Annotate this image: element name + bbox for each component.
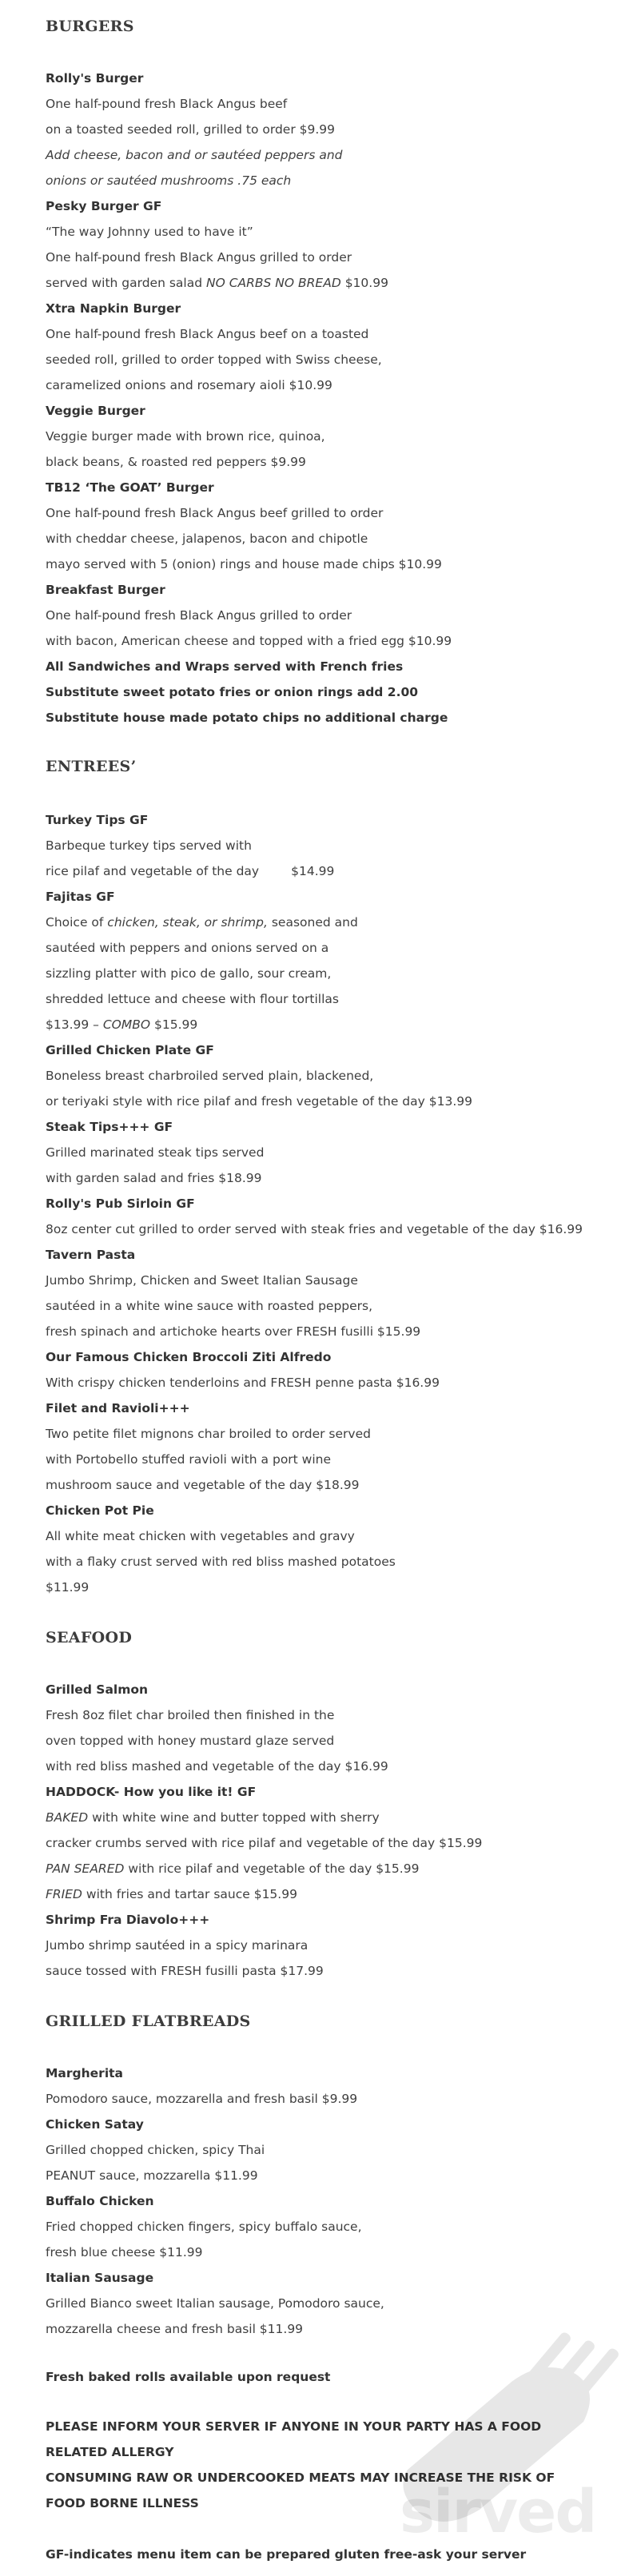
item-desc-line	[46, 914, 358, 930]
item-name: Steak Tips+++ GF	[46, 1120, 173, 1134]
item-price: $13.99 –	[46, 1017, 103, 1032]
item-desc: fresh blue cheese $11.99	[46, 2245, 203, 2259]
item-desc: One half-pound fresh Black Angus grilled to order	[46, 608, 352, 623]
item-desc: One half-pound fresh Black Angus grilled to order	[46, 250, 352, 265]
item-desc: Boneless breast charbroiled served plain, blackened,	[46, 1069, 374, 1083]
item-desc: with fries and tartar sauce $15.99	[82, 1887, 297, 1901]
item-desc: with a flaky crust served with red bliss mashed potatoes	[46, 1555, 396, 1569]
item-price: $14.99	[291, 864, 335, 878]
item-name: HADDOCK- How you like it! GF	[46, 1785, 257, 1799]
item-name: Filet and Ravioli+++	[46, 1401, 190, 1415]
item-price-line	[46, 1017, 197, 1033]
item-desc: 8oz center cut grilled to order served with steak fries and vegetable of the day $16.99	[46, 1222, 583, 1236]
item-desc-line	[46, 1861, 419, 1877]
item-desc: PEANUT sauce, mozzarella $11.99	[46, 2168, 258, 2183]
item-desc: Grilled marinated steak tips served	[46, 1145, 265, 1160]
item-desc: served with garden salad	[46, 276, 206, 290]
item-desc: mozzarella cheese and fresh basil $11.99	[46, 2322, 304, 2336]
item-desc: caramelized onions and rosemary aioli $10.99	[46, 378, 332, 392]
item-price: $10.99	[340, 276, 388, 290]
item-desc: mushroom sauce and vegetable of the day $18.99	[46, 1478, 360, 1492]
item-desc: Jumbo Shrimp, Chicken and Sweet Italian Sausage	[46, 1273, 358, 1288]
item-note-italic: chicken, steak, or shrimp,	[107, 915, 268, 930]
item-desc: sautéed in a white wine sauce with roasted peppers,	[46, 1299, 373, 1313]
item-desc-line	[46, 275, 388, 291]
item-desc: One half-pound fresh Black Angus beef on a toasted	[46, 327, 369, 341]
item-name: Chicken Pot Pie	[46, 1503, 154, 1518]
item-desc: with white wine and butter topped with sherry	[88, 1810, 380, 1825]
item-name: Turkey Tips GF	[46, 813, 149, 827]
item-desc-line	[46, 1886, 297, 1902]
allergy-warning: RELATED ALLERGY	[46, 2445, 174, 2459]
item-price: $11.99	[46, 1580, 90, 1595]
item-note: Add cheese, bacon and or sautéed peppers and	[46, 148, 343, 162]
item-desc: Fried chopped chicken fingers, spicy buffalo sauce,	[46, 2220, 362, 2234]
item-desc: black beans, & roasted red peppers $9.99	[46, 455, 306, 469]
item-desc: Jumbo shrimp sautéed in a spicy marinara	[46, 1938, 309, 1953]
item-desc: on a toasted seeded roll, grilled to order $9.99	[46, 122, 335, 137]
item-desc: sautéed with peppers and onions served on a	[46, 941, 329, 955]
item-note-italic: PAN SEARED	[46, 1861, 125, 1876]
item-desc-line	[46, 1810, 380, 1825]
item-name: Xtra Napkin Burger	[46, 301, 181, 316]
item-name: Chicken Satay	[46, 2117, 144, 2132]
item-desc: Two petite filet mignons char broiled to order served	[46, 1427, 371, 1441]
item-desc: One half-pound fresh Black Angus beef	[46, 97, 288, 111]
item-desc: fresh spinach and artichoke hearts over FRESH fusilli $15.99	[46, 1324, 421, 1339]
item-name: Veggie Burger	[46, 404, 145, 418]
item-desc: with red bliss mashed and vegetable of the day $16.99	[46, 1759, 388, 1774]
allergy-warning: PLEASE INFORM YOUR SERVER IF ANYONE IN YOUR PARTY HAS A FOOD	[46, 2419, 542, 2434]
item-desc: Choice of	[46, 915, 108, 930]
item-name: Our Famous Chicken Broccoli Ziti Alfredo	[46, 1350, 332, 1364]
item-desc: seasoned and	[267, 915, 358, 930]
raw-meat-warning: CONSUMING RAW OR UNDERCOOKED MEATS MAY INCREASE THE RISK OF	[46, 2470, 555, 2485]
section-title-entrees: ENTREES’	[46, 758, 137, 775]
item-desc: “The way Johnny used to have it”	[46, 225, 253, 239]
item-note-italic: BAKED	[46, 1810, 89, 1825]
item-name: Grilled Chicken Plate GF	[46, 1043, 214, 1057]
item-desc: oven topped with honey mustard glaze served	[46, 1734, 335, 1748]
item-price: $15.99	[150, 1017, 198, 1032]
gf-legend: GF-indicates menu item can be prepared gluten free-ask your server	[46, 2547, 527, 2562]
item-note-italic: NO CARBS NO BREAD	[205, 276, 341, 290]
item-desc: seeded roll, grilled to order topped with Swiss cheese,	[46, 352, 382, 367]
item-desc: All white meat chicken with vegetables and gravy	[46, 1529, 355, 1543]
menu-note: Substitute house made potato chips no additional charge	[46, 711, 448, 725]
item-name: TB12 ‘The GOAT’ Burger	[46, 480, 214, 495]
item-name: Breakfast Burger	[46, 583, 165, 597]
item-desc: Grilled chopped chicken, spicy Thai	[46, 2143, 265, 2157]
item-desc-line	[46, 863, 334, 879]
section-title-flatbreads: GRILLED FLATBREADS	[46, 2013, 251, 2030]
item-desc: shredded lettuce and cheese with flour tortillas	[46, 992, 339, 1006]
watermark-text: sirved	[400, 2478, 596, 2546]
item-name: Margherita	[46, 2066, 123, 2080]
item-desc: Veggie burger made with brown rice, quinoa,	[46, 429, 325, 444]
item-desc: with cheddar cheese, jalapenos, bacon and chipotle	[46, 532, 368, 546]
item-desc: or teriyaki style with rice pilaf and fresh vegetable of the day $13.99	[46, 1094, 472, 1109]
menu-note: Substitute sweet potato fries or onion rings add 2.00	[46, 685, 419, 699]
item-desc: mayo served with 5 (onion) rings and house made chips $10.99	[46, 557, 442, 571]
item-desc: sizzling platter with pico de gallo, sour cream,	[46, 966, 332, 981]
item-name: Buffalo Chicken	[46, 2194, 154, 2208]
item-desc: Grilled Bianco sweet Italian sausage, Pomodoro sauce,	[46, 2296, 384, 2311]
item-desc: with garden salad and fries $18.99	[46, 1171, 262, 1185]
footer-note: Fresh baked rolls available upon request	[46, 2370, 331, 2384]
item-name: Grilled Salmon	[46, 1682, 149, 1697]
raw-meat-warning: FOOD BORNE ILLNESS	[46, 2496, 199, 2510]
item-desc: sauce tossed with FRESH fusilli pasta $17.99	[46, 1964, 324, 1978]
item-name: Rolly's Burger	[46, 71, 144, 86]
item-name: Italian Sausage	[46, 2271, 154, 2285]
menu-note: All Sandwiches and Wraps served with French fries	[46, 659, 404, 674]
item-note: onions or sautéed mushrooms .75 each	[46, 173, 292, 188]
item-name: Shrimp Fra Diavolo+++	[46, 1913, 210, 1927]
item-desc: with rice pilaf and vegetable of the day $15.99	[124, 1861, 420, 1876]
section-title-burgers: BURGERS	[46, 18, 134, 35]
item-name: Fajitas GF	[46, 890, 115, 904]
item-name: Rolly's Pub Sirloin GF	[46, 1196, 195, 1211]
item-desc: rice pilaf and vegetable of the day	[46, 864, 260, 878]
item-desc: with bacon, American cheese and topped with a fried egg $10.99	[46, 634, 452, 648]
item-desc: Pomodoro sauce, mozzarella and fresh basil $9.99	[46, 2092, 358, 2106]
item-name: Tavern Pasta	[46, 1248, 136, 1262]
item-desc: One half-pound fresh Black Angus beef grilled to order	[46, 506, 384, 520]
item-desc: With crispy chicken tenderloins and FRESH penne pasta $16.99	[46, 1376, 440, 1390]
item-desc: Barbeque turkey tips served with	[46, 838, 252, 853]
item-desc: with Portobello stuffed ravioli with a port wine	[46, 1452, 332, 1467]
item-note-italic: FRIED	[46, 1887, 82, 1901]
section-title-seafood: SEAFOOD	[46, 1629, 133, 1646]
item-desc: cracker crumbs served with rice pilaf and vegetable of the day $15.99	[46, 1836, 483, 1850]
item-desc: Fresh 8oz filet char broiled then finished in the	[46, 1708, 335, 1722]
item-name: Pesky Burger GF	[46, 199, 162, 213]
item-note-italic: COMBO	[102, 1017, 151, 1032]
